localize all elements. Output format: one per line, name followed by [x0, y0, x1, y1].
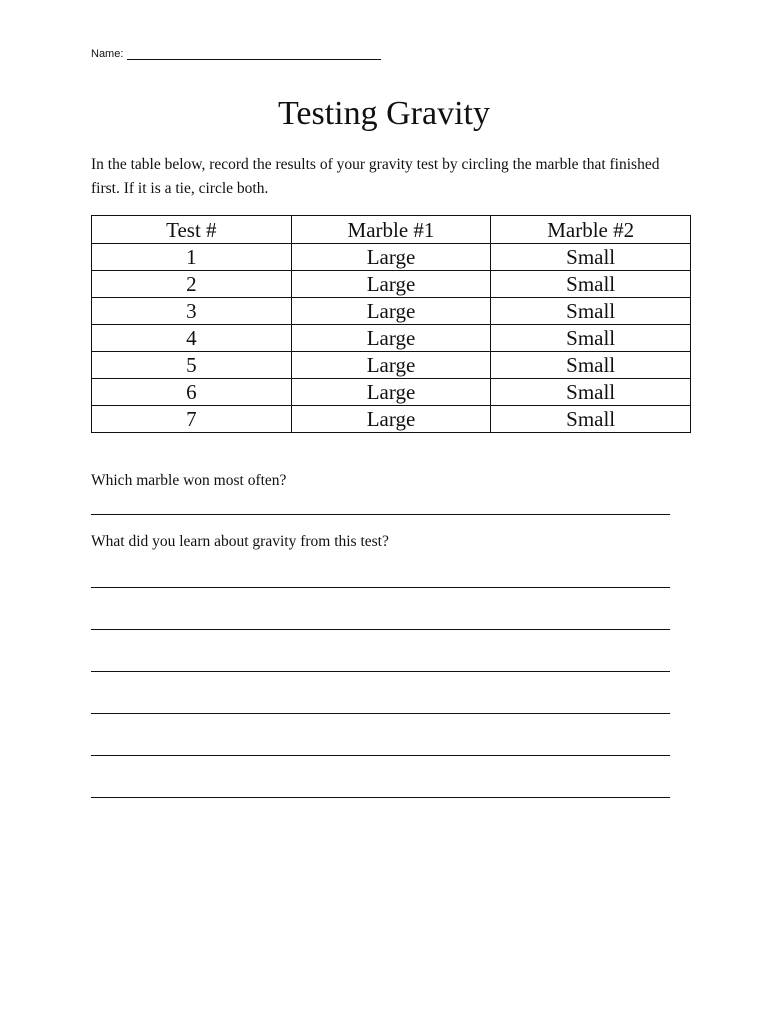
header-marble-1: Marble #1: [291, 216, 491, 244]
marble-1-cell: Large: [291, 379, 491, 406]
marble-1-cell: Large: [291, 406, 491, 433]
instructions-text: In the table below, record the results of your gravity test by circling the marble that finished first. If it is a tie, circle both.: [91, 156, 660, 197]
header-marble-2: Marble #2: [491, 216, 691, 244]
table-header-row: [92, 216, 691, 244]
test-number-cell: 4: [92, 325, 292, 352]
table-row: [92, 352, 691, 379]
test-number-cell: 7: [92, 406, 292, 433]
question-most-often: Which marble won most often?: [91, 472, 287, 489]
marble-2-cell: Small: [491, 244, 691, 271]
marble-1-cell: Large: [291, 298, 491, 325]
name-blank-line[interactable]: [127, 49, 381, 60]
answer-line-q1[interactable]: [91, 514, 670, 515]
marble-1-cell: Large: [291, 325, 491, 352]
header-test-number: Test #: [92, 216, 292, 244]
test-number-cell: 1: [92, 244, 292, 271]
test-number-cell: 2: [92, 271, 292, 298]
marble-2-cell: Small: [491, 379, 691, 406]
answer-line-q2-2[interactable]: [91, 629, 670, 630]
answer-line-q2-1[interactable]: [91, 587, 670, 588]
marble-1-cell: Large: [291, 352, 491, 379]
table-row: [92, 244, 691, 271]
answer-line-q2-5[interactable]: [91, 755, 670, 756]
test-number-cell: 6: [92, 379, 292, 406]
table-row: [92, 406, 691, 433]
marble-2-cell: Small: [491, 271, 691, 298]
marble-2-cell: Small: [491, 406, 691, 433]
question-learned: What did you learn about gravity from this test?: [91, 533, 389, 550]
answer-line-q2-6[interactable]: [91, 797, 670, 798]
results-table: [91, 215, 691, 433]
table-row: [92, 298, 691, 325]
marble-2-cell: Small: [491, 352, 691, 379]
marble-1-cell: Large: [291, 271, 491, 298]
table-row: [92, 379, 691, 406]
test-number-cell: 3: [92, 298, 292, 325]
test-number-cell: 5: [92, 352, 292, 379]
page-title: Testing Gravity: [278, 95, 490, 132]
table-row: [92, 271, 691, 298]
answer-line-q2-3[interactable]: [91, 671, 670, 672]
name-field: [91, 48, 381, 60]
marble-2-cell: Small: [491, 325, 691, 352]
table-row: [92, 325, 691, 352]
name-label: Name:: [91, 48, 124, 60]
answer-line-q2-4[interactable]: [91, 713, 670, 714]
marble-2-cell: Small: [491, 298, 691, 325]
marble-1-cell: Large: [291, 244, 491, 271]
